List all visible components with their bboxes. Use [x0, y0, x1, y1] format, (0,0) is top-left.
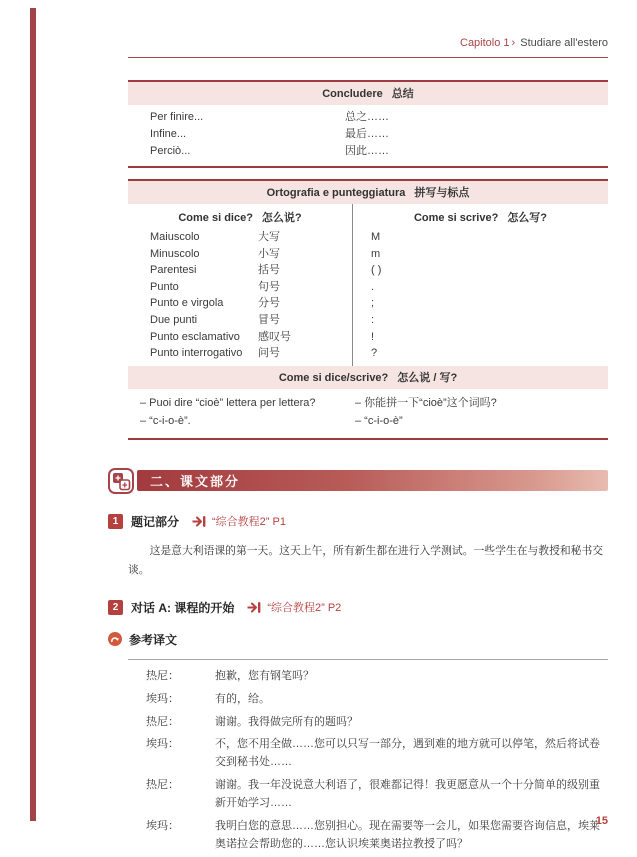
italian-term: Maiuscolo [150, 231, 200, 243]
italian-term: Punto [150, 280, 179, 293]
chapter-title: Studiare all'estero [520, 37, 608, 49]
col1-header-it: Come si dice? [178, 212, 253, 224]
dialogue-line: 我明白您的意思……您别担心。现在需要等一会儿，如果您需要咨询信息，埃莱奥诺拉会帮助您的……您认识埃莱奥诺拉教授了吗？ [215, 819, 600, 850]
italian-term: Parentesi [150, 264, 197, 277]
table-row [128, 394, 608, 413]
speaker-name: 热尼： [146, 779, 179, 792]
italian-example: – “c-i-o-è”. [140, 415, 191, 428]
part1-title: 题记部分 [131, 514, 180, 529]
symbol-cell: ; [371, 297, 375, 310]
part1-number-badge: 1 [108, 514, 123, 529]
speaker-name: 热尼： [146, 715, 179, 728]
come-si-dice-column [128, 204, 352, 366]
running-head [460, 37, 608, 49]
dialogue-row [128, 666, 608, 689]
chinese-term: 大写 [258, 231, 280, 243]
symbol-cell: ( ) [371, 264, 382, 277]
come-si-scrive-column [352, 204, 608, 366]
page-number: 15 [595, 815, 608, 827]
concludere-table [128, 80, 608, 168]
symbol-cell: . [371, 280, 375, 293]
part2-number-badge: 2 [108, 600, 123, 615]
section-banner-bar [137, 470, 608, 491]
example-dialogue-rows [128, 389, 608, 438]
chinese-example: – 你能拼一下“cioè”这个词吗? [355, 396, 497, 409]
chinese-term: 括号 [258, 264, 280, 277]
ortografia-table-header [128, 181, 608, 204]
mixed-header-it: Come si dice/scrive? [278, 371, 389, 384]
italian-example: – Puoi dire “cioè” lettera per lettera? [140, 396, 316, 409]
dialogue-row [128, 688, 608, 711]
concludere-title-it: Concludere [322, 88, 383, 100]
concludere-table-header [128, 82, 608, 105]
dialogue-line: 有的，给。 [215, 692, 270, 705]
chinese-term: 小写 [258, 247, 280, 260]
table-row [128, 312, 352, 329]
italian-term: Punto esclamativo [150, 330, 240, 343]
chapter-separator: › [511, 37, 516, 49]
chinese-phrase: 总之…… [345, 111, 389, 123]
symbol-cell: ! [371, 330, 375, 343]
dialogue-line: 抱歉，您有钢笔吗？ [215, 670, 314, 683]
section-banner [108, 468, 608, 494]
table-row [128, 143, 608, 160]
symbol-cell: : [371, 313, 375, 326]
chinese-term: 分号 [258, 297, 280, 310]
ortografia-table [128, 179, 608, 440]
part1-heading [108, 513, 608, 530]
col1-header-zh: 怎么说? [261, 212, 302, 224]
concludere-title-zh: 总结 [391, 88, 414, 100]
translate-icon [108, 468, 134, 494]
symbol-cell: ? [371, 347, 378, 360]
italian-phrase: Perciò... [150, 145, 191, 157]
part2-heading [108, 599, 608, 616]
chinese-phrase: 因此…… [345, 145, 389, 157]
dialogue-translation-table [128, 659, 608, 857]
table-row [128, 262, 352, 279]
table-row [128, 246, 352, 263]
part2-book-reference: “综合教程2” P2 [267, 602, 342, 615]
dialogue-line: 不，您不用全做……您可以只写一部分，遇到难的地方就可以停笔，然后将试卷交到秘书处…… [215, 738, 600, 769]
table-row [128, 229, 352, 246]
chinese-term: 感叹号 [258, 330, 291, 343]
concludere-rows [128, 105, 608, 160]
content-column [112, 80, 608, 857]
table-row [128, 109, 608, 126]
come-si-scrive-header [353, 204, 608, 229]
dialogue-line: 谢谢。我一年没说意大利语了，很难都记得！我更愿意从一个十分简单的级别重新开始学习…… [215, 779, 600, 809]
ortografia-grid [128, 204, 608, 366]
symbol-rows [353, 229, 608, 366]
table-row [128, 345, 352, 362]
symbol-cell: M [371, 231, 381, 243]
curved-arrow-icon [108, 632, 122, 646]
dialogue-row [128, 734, 608, 775]
table-row [128, 279, 352, 296]
speaker-name: 埃玛： [146, 738, 179, 751]
table-row [128, 412, 608, 431]
italian-term: Punto e virgola [150, 297, 224, 310]
chapter-label: Capitolo 1 [460, 37, 510, 49]
reference-translation-heading [108, 631, 608, 648]
table-row [128, 295, 352, 312]
speaker-name: 热尼： [146, 670, 179, 683]
table-row [128, 329, 352, 346]
left-spine-bar [30, 8, 36, 821]
dialogue-row [128, 775, 608, 816]
chinese-example: – “c-i-o-è” [355, 415, 403, 428]
chinese-term: 句号 [258, 280, 280, 293]
come-si-dice-scrive-header [128, 366, 608, 389]
ortografia-title-zh: 拼写与标点 [414, 187, 470, 199]
dialogue-row [128, 815, 608, 856]
ortografia-title-it: Ortografia e punteggiatura [266, 187, 406, 199]
italian-phrase: Per finire... [150, 111, 204, 123]
come-si-dice-header [128, 204, 352, 229]
italian-term: Due punti [150, 313, 198, 326]
part1-intro-paragraph: 这是意大利语课的第一天。这天上午，所有新生都在进行入学测试。一些学生在与教授和秘书交谈。 [128, 544, 604, 576]
col2-header-zh: 怎么写? [507, 212, 548, 224]
col2-header-it: Come si scrive? [413, 212, 499, 224]
part1-book-reference: “综合教程2” P1 [212, 516, 286, 529]
speaker-name: 埃玛： [146, 692, 179, 705]
jump-to-page-icon [246, 601, 261, 614]
chinese-term: 冒号 [258, 313, 280, 326]
part2-title: 对话 A: 课程的开始 [131, 600, 235, 615]
chinese-phrase: 最后…… [345, 128, 389, 140]
mixed-header-zh: 怎么说 / 写? [397, 371, 458, 384]
reference-translation-label: 参考译文 [129, 632, 178, 647]
italian-term: Minuscolo [150, 247, 200, 260]
header-rule [128, 57, 608, 58]
speaker-name: 埃玛： [146, 819, 179, 832]
italian-term: Punto interrogativo [150, 347, 243, 360]
jump-to-page-icon [191, 515, 206, 528]
italian-phrase: Infine... [150, 128, 187, 140]
symbol-cell: m [371, 247, 381, 260]
dialogue-line: 谢谢。我得做完所有的题吗？ [215, 715, 358, 728]
section-title: 二、课文部分 [150, 474, 241, 490]
term-rows [128, 229, 352, 366]
dialogue-row [128, 711, 608, 734]
chinese-term: 问号 [258, 347, 280, 360]
table-row [128, 126, 608, 143]
